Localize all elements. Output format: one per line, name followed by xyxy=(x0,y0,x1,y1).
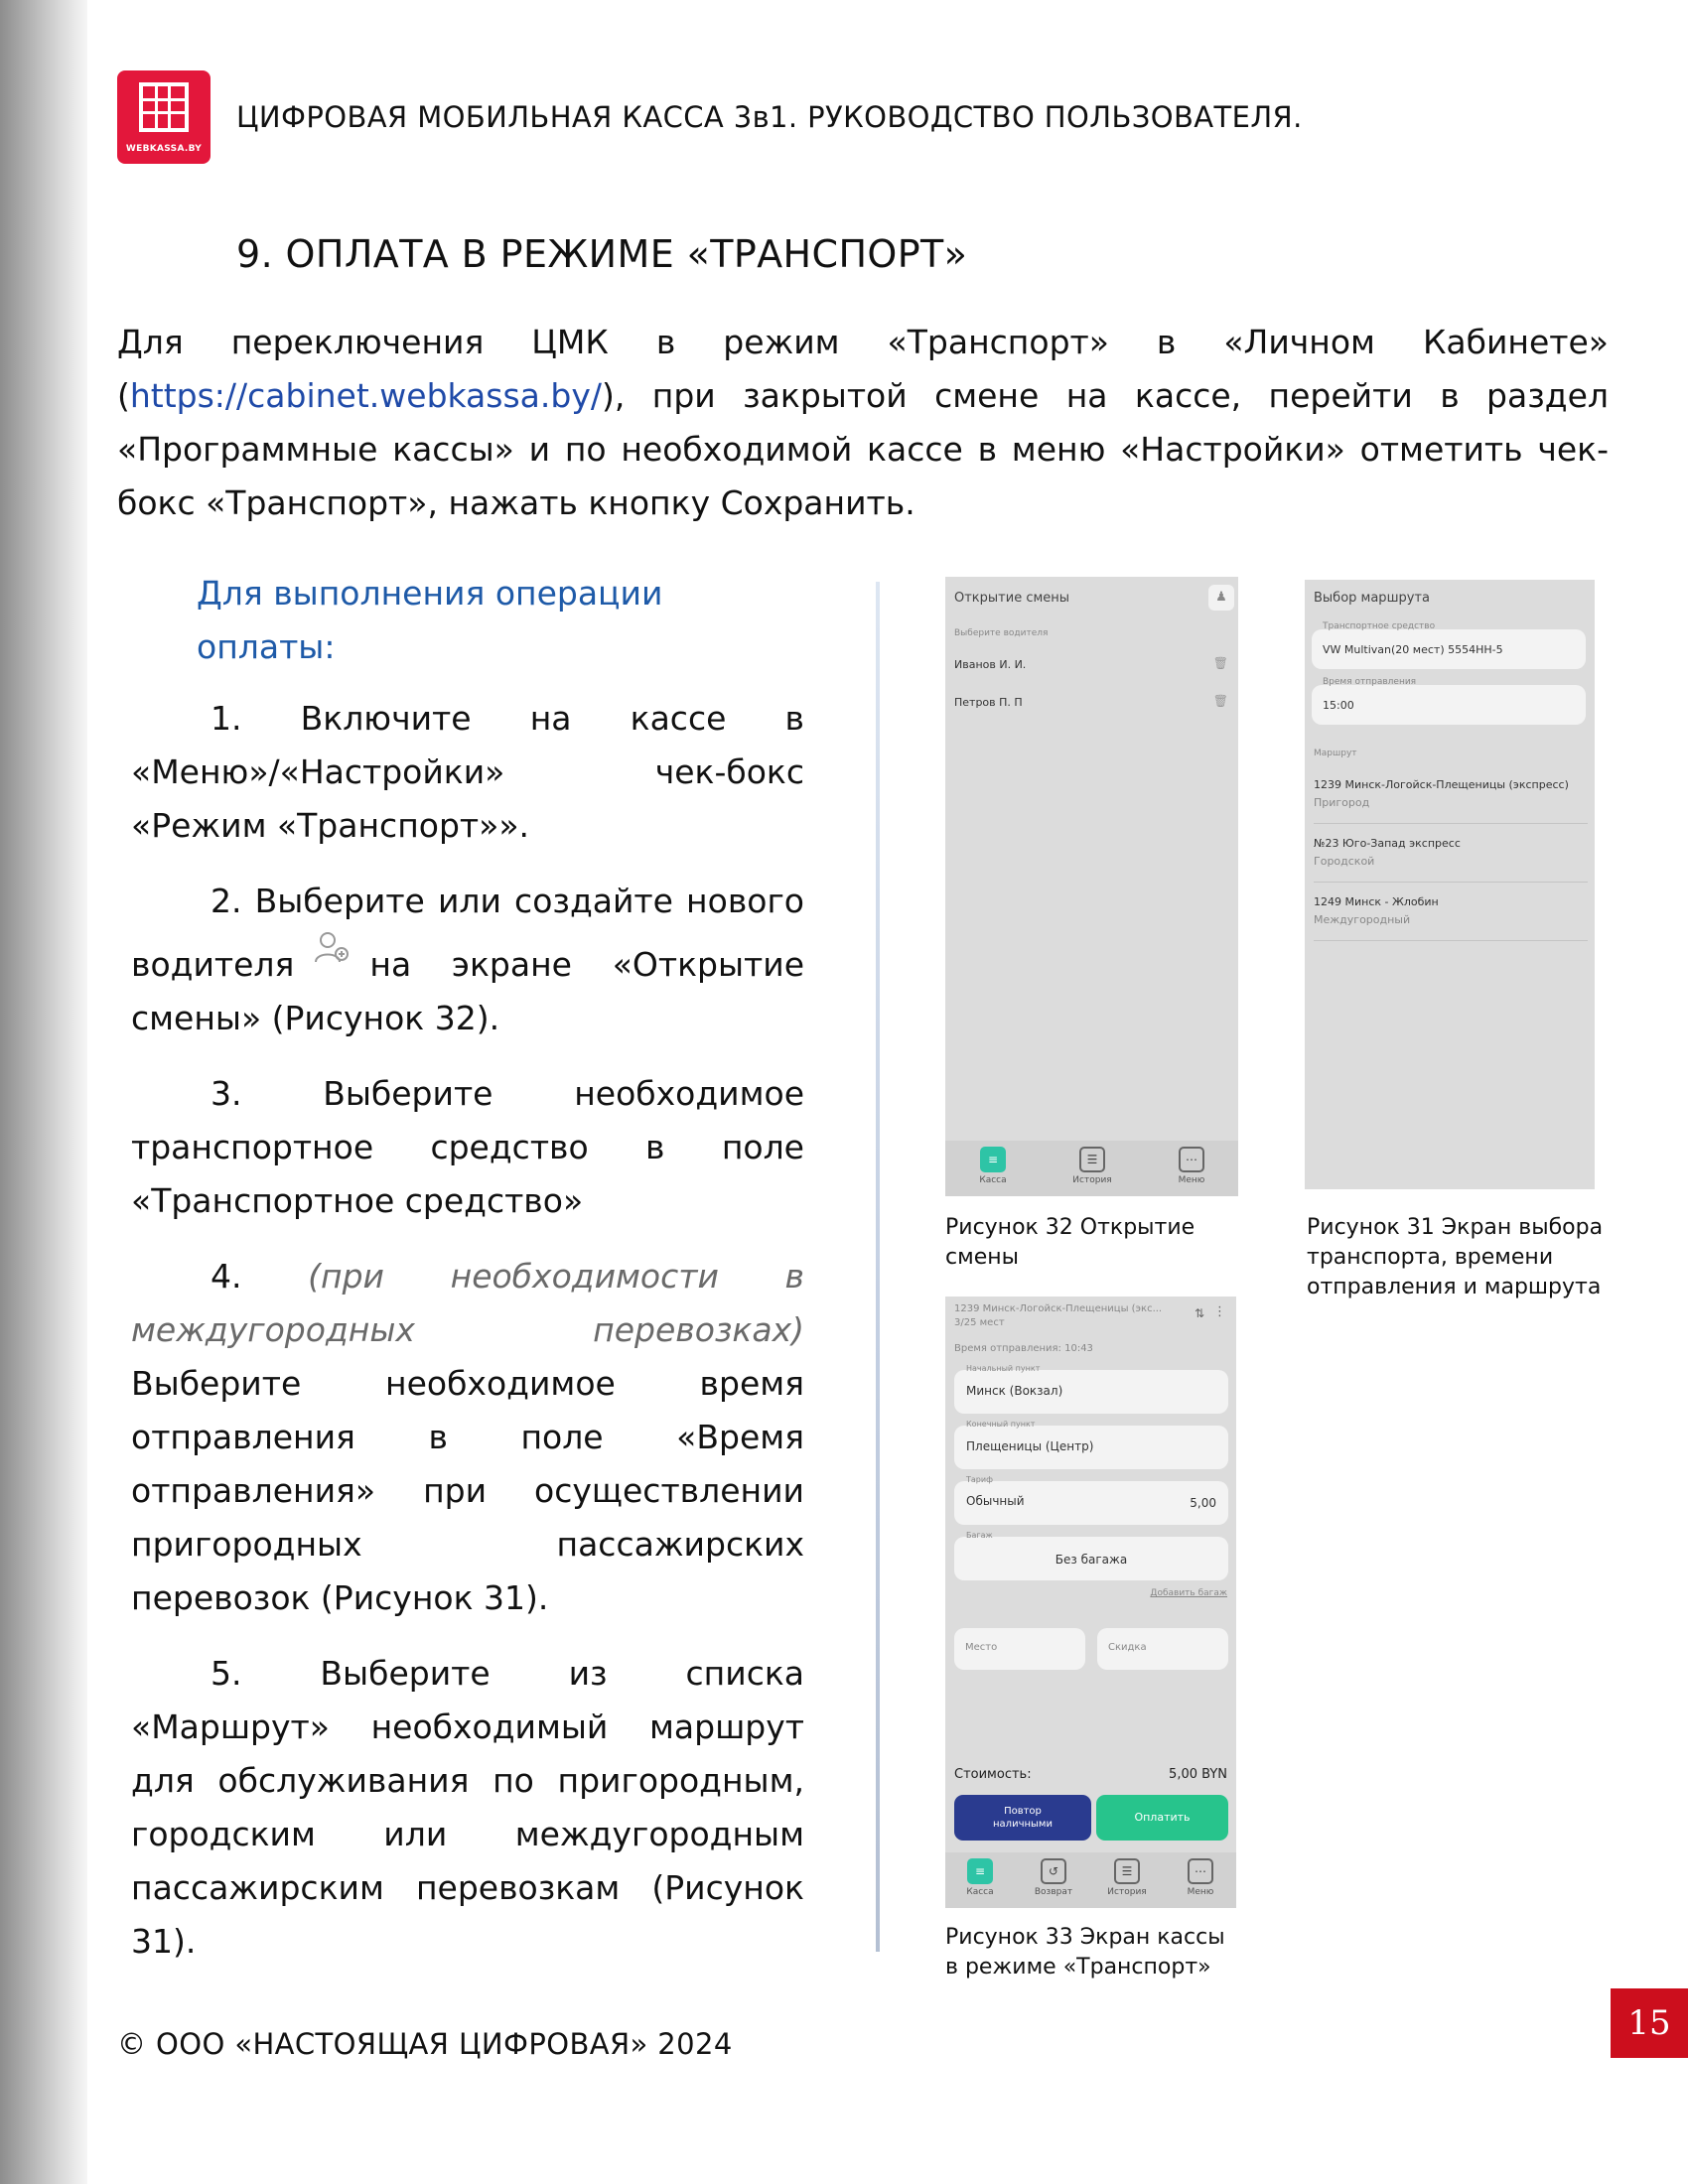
fig33-baggage-label: Багаж xyxy=(966,1531,993,1540)
fig33-nav-return-label: Возврат xyxy=(1034,1887,1073,1897)
history-icon: ☰ xyxy=(1114,1858,1140,1884)
fig33-nav-history[interactable] xyxy=(1097,1858,1157,1897)
step-2-text-before: 2. Выберите или создайте нового водителя xyxy=(131,882,804,984)
fig33-add-baggage-link[interactable]: Добавить багаж xyxy=(1150,1588,1227,1598)
fig31-time-label: Время отправления xyxy=(1323,677,1417,687)
column-divider xyxy=(876,582,880,1952)
fig31-route-divider-3 xyxy=(1314,940,1588,941)
fig33-cost-value: 5,00 BYN xyxy=(1169,1767,1227,1782)
fig33-route-header: 1239 Минск-Логойск-Плещеницы (экс... xyxy=(954,1303,1163,1314)
fig32-driver-label: Выберите водителя xyxy=(954,628,1049,638)
steps-column xyxy=(131,567,804,1969)
fig31-vehicle-value: VW Multivan(20 мест) 5554НН-5 xyxy=(1323,643,1503,656)
fig33-departure: Время отправления: 10:43 xyxy=(954,1343,1093,1354)
fig32-driver-1[interactable]: Иванов И. И. xyxy=(954,658,1027,671)
step-4-italic-note: (при необходимости в междугородных перевозках) xyxy=(131,1257,804,1349)
history-icon: ☰ xyxy=(1079,1147,1105,1172)
fig33-seats: 3/25 мест xyxy=(954,1317,1005,1328)
fig33-pay-label: Оплатить xyxy=(1134,1811,1191,1824)
fig33-repeat-cash-label: Повтор наличными xyxy=(993,1806,1053,1830)
fig32-trash-icon-1[interactable]: 🗑 xyxy=(1212,656,1228,670)
fig32-nav-kassa[interactable] xyxy=(963,1147,1023,1185)
fig33-nav-return[interactable] xyxy=(1024,1858,1083,1897)
step-5: 5. Выберите из списка «Маршрут» необходимый маршрут для обслуживания по пригородным, городским или междугородным пассажирским перевозкам (Рисунок 31). xyxy=(131,1654,804,1961)
fig33-seat-placeholder: Место xyxy=(965,1642,998,1653)
fig31-route-3-name: 1249 Минск - Жлобин xyxy=(1314,895,1439,908)
fig32-nav-history[interactable] xyxy=(1062,1147,1122,1185)
fig33-baggage-field[interactable] xyxy=(954,1531,1228,1580)
webkassa-logo xyxy=(117,70,211,164)
return-icon: ↺ xyxy=(1041,1858,1066,1884)
fig33-caption: Рисунок 33 Экран кассы в режиме «Транспорт» xyxy=(945,1925,1225,1979)
footer-copyright: © ООО «НАСТОЯЩАЯ ЦИФРОВАЯ» 2024 xyxy=(117,2027,733,2061)
page-number: 15 xyxy=(1611,1988,1688,2058)
step-2-text-after: на экране «Открытие смены» (Рисунок 32). xyxy=(131,945,804,1037)
section-title: 9. ОПЛАТА В РЕЖИМЕ «ТРАНСПОРТ» xyxy=(236,232,968,276)
fig32-bottom-nav xyxy=(945,1141,1238,1196)
fig33-discount-input[interactable] xyxy=(1097,1628,1228,1670)
fig32-title: Открытие смены xyxy=(954,591,1070,606)
logo-text: WEBKASSA.BY xyxy=(125,144,203,154)
kassa-icon: ≡ xyxy=(980,1147,1006,1172)
fig31-title: Выбор маршрута xyxy=(1314,591,1430,606)
fig33-repeat-cash-button[interactable] xyxy=(954,1795,1091,1841)
menu-icon: ⋯ xyxy=(1188,1858,1213,1884)
fig33-bottom-nav xyxy=(945,1852,1236,1908)
fig33-tariff-value: Обычный xyxy=(966,1494,1025,1508)
fig31-vehicle-field[interactable] xyxy=(1312,621,1586,669)
fig32-shift-opening-screen xyxy=(945,577,1238,1196)
fig32-nav-history-label: История xyxy=(1072,1175,1112,1185)
fig31-time-value: 15:00 xyxy=(1323,699,1354,712)
fig33-pay-button[interactable] xyxy=(1096,1795,1228,1841)
fig31-vehicle-label: Транспортное средство xyxy=(1323,621,1436,631)
document-header-title: ЦИФРОВАЯ МОБИЛЬНАЯ КАССА 3в1. РУКОВОДСТВО ПОЛЬЗОВАТЕЛЯ. xyxy=(236,100,1303,134)
fig32-driver-2[interactable]: Петров П. П xyxy=(954,696,1023,709)
fig31-route-3-type: Междугородный xyxy=(1314,913,1411,926)
fig33-cost-label: Стоимость: xyxy=(954,1767,1032,1782)
fig33-start-label: Начальный пункт xyxy=(966,1364,1041,1373)
fig32-add-driver-icon[interactable]: ♟ xyxy=(1208,585,1234,611)
fig33-end-label: Конечный пункт xyxy=(966,1420,1036,1429)
fig32-nav-menu[interactable] xyxy=(1162,1147,1221,1185)
page-edge-shadow xyxy=(0,0,87,2184)
step-4 xyxy=(131,1250,804,1625)
fig33-nav-kassa-label: Касса xyxy=(966,1887,994,1897)
fig33-tariff-label: Тариф xyxy=(966,1475,993,1484)
fig32-caption: Рисунок 32 Открытие смены xyxy=(945,1215,1196,1270)
fig32-nav-menu-label: Меню xyxy=(1178,1175,1205,1185)
fig31-route-selection-screen xyxy=(1305,580,1595,1189)
fig33-seat-input[interactable] xyxy=(954,1628,1085,1670)
fig31-caption: Рисунок 31 Экран выбора транспорта, времени отправления и маршрута xyxy=(1307,1215,1604,1299)
fig33-start-field[interactable] xyxy=(954,1364,1228,1414)
step-1: 1. Включите на кассе в «Меню»/«Настройки» чек-бокс «Режим «Транспорт»». xyxy=(131,699,804,845)
fig33-end-field[interactable] xyxy=(954,1420,1228,1469)
fig32-nav-kassa-label: Касса xyxy=(979,1175,1007,1185)
step-4-number: 4. xyxy=(211,1257,242,1296)
cabinet-link[interactable]: https://cabinet.webkassa.by/ xyxy=(129,376,602,415)
step-3: 3. Выберите необходимое транспортное средство в поле «Транспортное средство» xyxy=(131,1074,804,1220)
fig33-sort-icon[interactable]: ⇅ xyxy=(1194,1306,1204,1320)
fig33-nav-menu[interactable] xyxy=(1171,1858,1230,1897)
fig31-route-2-name: №23 Юго-Запад экспресс xyxy=(1314,837,1461,850)
intro-text-before: Для переключения ЦМК в режим «Транспорт» в «Личном Кабинете» ( xyxy=(117,323,1609,415)
fig33-nav-kassa[interactable] xyxy=(950,1858,1010,1897)
fig31-route-divider-1 xyxy=(1314,823,1588,824)
fig32-trash-icon-2[interactable]: 🗑 xyxy=(1212,694,1228,708)
fig31-route-2-type: Городской xyxy=(1314,855,1375,868)
fig31-route-1-name: 1239 Минск-Логойск-Плещеницы (экспресс) xyxy=(1314,778,1569,791)
step-4-text: Выберите необходимое время отправления в поле «Время отправления» при осуществлении пригородных пассажирских перевозок (Рисунок 31). xyxy=(131,1364,804,1617)
fig31-route-1-type: Пригород xyxy=(1314,796,1370,809)
fig33-transport-cashier-screen xyxy=(945,1297,1236,1908)
intro-text-after: ), при закрытой смене на кассе, перейти в раздел «Программные кассы» и по необходимой кассе в меню «Настройки» отметить чек-бокс «Транспорт», нажать кнопку Сохранить. xyxy=(117,376,1609,522)
fig33-end-value: Плещеницы (Центр) xyxy=(966,1439,1094,1453)
steps-title: Для выполнения операции оплаты: xyxy=(197,574,663,666)
logo-grid-icon xyxy=(139,82,189,132)
fig31-time-field[interactable] xyxy=(1312,677,1586,725)
fig33-nav-history-label: История xyxy=(1107,1887,1147,1897)
step-2 xyxy=(131,875,804,1045)
fig33-more-icon[interactable]: ⋮ xyxy=(1213,1304,1226,1319)
menu-icon: ⋯ xyxy=(1179,1147,1204,1172)
fig33-start-value: Минск (Вокзал) xyxy=(966,1384,1063,1398)
kassa-icon: ≡ xyxy=(967,1858,993,1884)
intro-paragraph xyxy=(117,316,1609,530)
fig33-tariff-price: 5,00 xyxy=(1190,1496,1216,1510)
fig33-discount-placeholder: Скидка xyxy=(1108,1642,1147,1653)
fig33-baggage-value: Без багажа xyxy=(1055,1553,1128,1567)
fig33-tariff-field[interactable] xyxy=(954,1475,1228,1525)
fig31-route-divider-2 xyxy=(1314,882,1588,883)
add-driver-icon xyxy=(312,928,352,968)
fig31-route-label: Маршрут xyxy=(1314,749,1357,758)
fig33-nav-menu-label: Меню xyxy=(1187,1887,1214,1897)
